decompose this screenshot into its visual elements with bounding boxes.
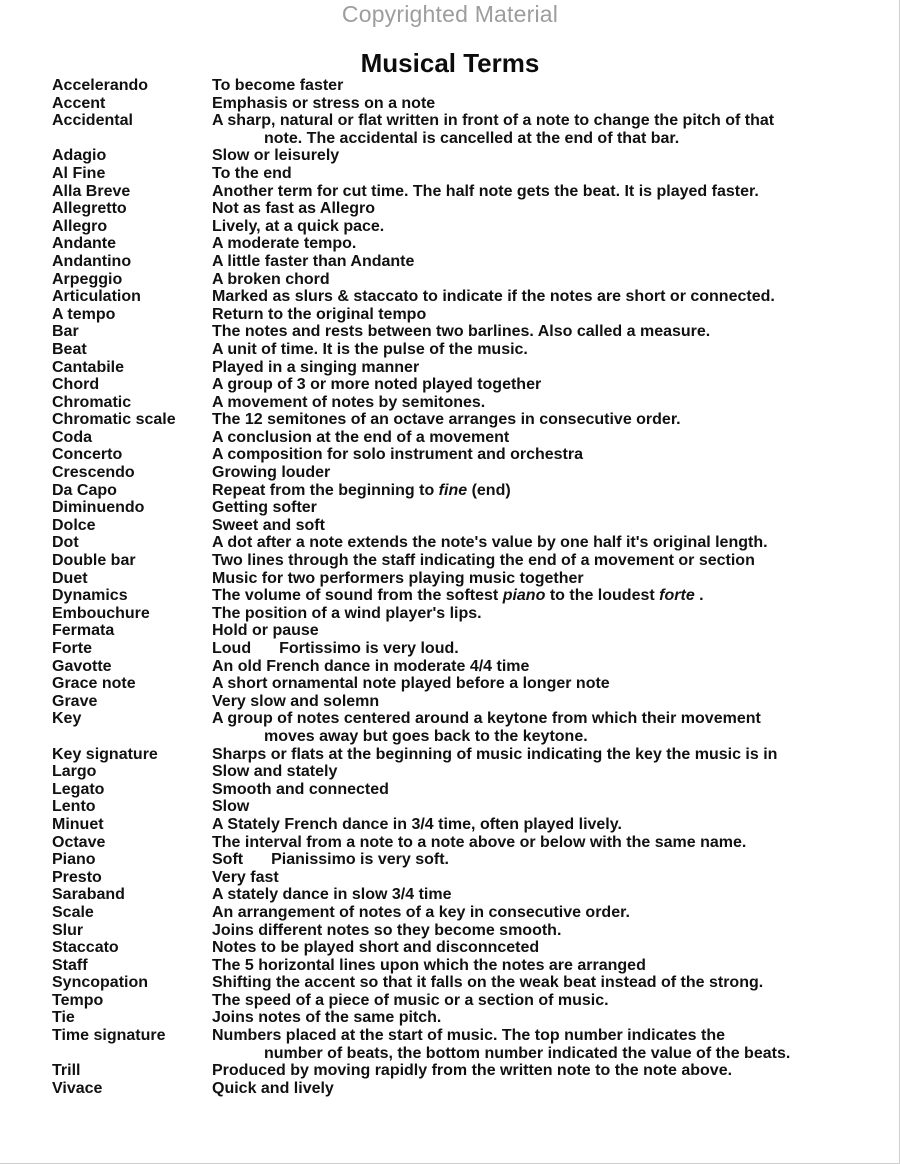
- glossary-entry: [52, 939, 852, 957]
- definition-italic-term: forte: [659, 587, 695, 605]
- glossary-definition: [212, 886, 852, 904]
- definition-text: Smooth and connected: [212, 780, 389, 798]
- glossary-term: Coda: [52, 428, 92, 446]
- glossary-term: Saraband: [52, 886, 125, 904]
- glossary-entry: [52, 1080, 852, 1098]
- glossary-entry: [52, 429, 852, 447]
- glossary-term: Octave: [52, 833, 106, 851]
- glossary-term: Chromatic scale: [52, 411, 176, 429]
- glossary-entry: [52, 271, 852, 289]
- definition-italic-term: piano: [502, 587, 546, 605]
- glossary-entry: [52, 834, 852, 852]
- glossary-definition: [212, 1062, 852, 1080]
- glossary-term: Adagio: [52, 147, 107, 165]
- glossary-term: Duet: [52, 569, 88, 587]
- definition-extra-text: Pianissimo is very soft.: [271, 851, 449, 869]
- glossary-term: Accelerando: [52, 77, 149, 94]
- glossary-definition: [212, 306, 852, 324]
- definition-text: Music for two performers playing music together: [212, 569, 584, 587]
- glossary-entry: [52, 922, 852, 940]
- definition-text: A Stately French dance in 3/4 time, often played lively.: [212, 815, 622, 833]
- glossary-entry: [52, 957, 852, 975]
- glossary-entry: [52, 640, 852, 658]
- glossary-entry: [52, 341, 852, 359]
- glossary-definition: [212, 95, 852, 113]
- definition-text: A stately dance in slow 3/4 time: [212, 886, 452, 904]
- definition-text: A little faster than Andante: [212, 252, 415, 270]
- definition-text-end: (end): [467, 481, 511, 499]
- glossary-entry: [52, 710, 852, 745]
- definition-text: Quick and lively: [212, 1079, 334, 1097]
- glossary-entry: [52, 798, 852, 816]
- definition-text: Very slow and solemn: [212, 692, 380, 710]
- copyright-watermark: Copyrighted Material: [341, 1, 559, 27]
- glossary-term: Grace note: [52, 675, 136, 693]
- definition-text: A short ornamental note played before a longer note: [212, 675, 610, 693]
- definition-text: Played in a singing manner: [212, 358, 420, 376]
- glossary-entry: [52, 446, 852, 464]
- definition-text: An arrangement of notes of a key in consecutive order.: [212, 903, 630, 921]
- glossary-definition: [212, 218, 852, 236]
- glossary-definition: [212, 816, 852, 834]
- definition-continuation: moves away but goes back to the keytone.: [264, 727, 588, 745]
- glossary-entry: [52, 499, 852, 517]
- definition-text: Not as fast as Allegro: [212, 200, 376, 218]
- glossary-entry: [52, 622, 852, 640]
- definition-text: The volume of sound from the softest: [212, 587, 499, 605]
- definition-text: A group of notes centered around a keytone from which their movement: [212, 710, 761, 728]
- definition-text: Getting softer: [212, 499, 317, 517]
- glossary-term: Diminuendo: [52, 499, 145, 517]
- glossary-list: [52, 77, 852, 1097]
- glossary-term: Gavotte: [52, 657, 112, 675]
- glossary-entry: [52, 77, 852, 95]
- definition-text: A moderate tempo.: [212, 235, 357, 253]
- glossary-term: Double bar: [52, 552, 136, 570]
- glossary-entry: [52, 1027, 852, 1062]
- glossary-entry: [52, 165, 852, 183]
- definition-text: Numbers placed at the start of music. The top number indicates the: [212, 1027, 725, 1045]
- glossary-term: Chord: [52, 376, 100, 394]
- glossary-definition: [212, 552, 852, 570]
- definition-text: A sharp, natural or flat written in front of a note to change the pitch of that: [212, 112, 775, 130]
- definition-text-end: .: [694, 587, 704, 605]
- glossary-term: Da Capo: [52, 481, 117, 499]
- glossary-term: Slur: [52, 921, 84, 939]
- glossary-entry: [52, 411, 852, 429]
- glossary-definition: [212, 1027, 852, 1062]
- glossary-term: Syncopation: [52, 974, 149, 992]
- glossary-term: A tempo: [52, 305, 116, 323]
- definition-italic-term: fine: [438, 481, 468, 499]
- glossary-definition: [212, 974, 852, 992]
- definition-text: A conclusion at the end of a movement: [212, 428, 510, 446]
- glossary-term: Andantino: [52, 252, 132, 270]
- glossary-definition: [212, 323, 852, 341]
- glossary-term: Fermata: [52, 622, 115, 640]
- glossary-entry: [52, 552, 852, 570]
- definition-text: The notes and rests between two barlines. Also called a measure.: [212, 323, 711, 341]
- glossary-entry: [52, 851, 852, 869]
- glossary-term: Beat: [52, 340, 87, 358]
- glossary-definition: [212, 341, 852, 359]
- glossary-definition: [212, 1009, 852, 1027]
- definition-text: The 12 semitones of an octave arranges in consecutive order.: [212, 411, 681, 429]
- definition-text: Shifting the accent so that it falls on the weak beat instead of the strong.: [212, 974, 764, 992]
- glossary-term: Dolce: [52, 516, 96, 534]
- glossary-definition: [212, 622, 852, 640]
- glossary-definition: [212, 534, 852, 552]
- glossary-definition: [212, 798, 852, 816]
- glossary-entry: [52, 1009, 852, 1027]
- glossary-definition: [212, 482, 852, 500]
- glossary-term: Largo: [52, 763, 97, 781]
- definition-text: Another term for cut time. The half note gets the beat. It is played faster.: [212, 182, 759, 200]
- glossary-definition: [212, 640, 852, 658]
- glossary-entry: [52, 587, 852, 605]
- definition-text: An old French dance in moderate 4/4 time: [212, 657, 530, 675]
- glossary-term: Vivace: [52, 1079, 103, 1097]
- glossary-definition: [212, 376, 852, 394]
- definition-text: Produced by moving rapidly from the written note to the note above.: [212, 1062, 733, 1080]
- definition-text: The speed of a piece of music or a section of music.: [212, 991, 609, 1009]
- glossary-entry: [52, 1062, 852, 1080]
- glossary-term: Accidental: [52, 112, 133, 130]
- definition-continuation: number of beats, the bottom number indicated the value of the beats.: [264, 1044, 791, 1062]
- glossary-definition: [212, 570, 852, 588]
- glossary-definition: [212, 499, 852, 517]
- definition-text: A composition for solo instrument and orchestra: [212, 446, 583, 464]
- definition-text: Slow or leisurely: [212, 147, 340, 165]
- glossary-definition: [212, 992, 852, 1010]
- glossary-definition: [212, 200, 852, 218]
- glossary-entry: [52, 183, 852, 201]
- definition-extra-text: Fortissimo is very loud.: [279, 640, 459, 657]
- glossary-definition: [212, 147, 852, 165]
- glossary-term: Allegro: [52, 217, 108, 235]
- definition-text: To the end: [212, 164, 292, 182]
- definition-text: Repeat from the beginning to: [212, 481, 435, 499]
- glossary-definition: [212, 904, 852, 922]
- glossary-term: Minuet: [52, 815, 104, 833]
- glossary-entry: [52, 200, 852, 218]
- glossary-term: Key signature: [52, 745, 158, 763]
- glossary-entry: [52, 992, 852, 1010]
- glossary-entry: [52, 323, 852, 341]
- glossary-entry: [52, 658, 852, 676]
- glossary-entry: [52, 288, 852, 306]
- glossary-entry: [52, 886, 852, 904]
- glossary-term: Dynamics: [52, 587, 128, 605]
- glossary-definition: [212, 359, 852, 377]
- glossary-definition: [212, 957, 852, 975]
- glossary-entry: [52, 95, 852, 113]
- glossary-definition: [212, 605, 852, 623]
- glossary-term: Presto: [52, 868, 102, 886]
- glossary-definition: [212, 77, 852, 95]
- glossary-definition: [212, 271, 852, 289]
- glossary-term: Forte: [52, 640, 92, 657]
- glossary-definition: [212, 869, 852, 887]
- glossary-entry: [52, 112, 852, 147]
- glossary-term: Andante: [52, 235, 116, 253]
- definition-text: A movement of notes by semitones.: [212, 393, 486, 411]
- glossary-entry: [52, 218, 852, 236]
- definition-text: Slow: [212, 798, 250, 816]
- glossary-term: Staccato: [52, 939, 119, 957]
- glossary-term: Scale: [52, 903, 94, 921]
- definition-text-middle: to the loudest: [549, 587, 655, 605]
- glossary-term: Embouchure: [52, 604, 150, 622]
- definition-text: The interval from a note to a note above or below with the same name.: [212, 833, 747, 851]
- definition-text: The 5 horizontal lines upon which the notes are arranged: [212, 956, 646, 974]
- glossary-term: Cantabile: [52, 358, 125, 376]
- glossary-definition: [212, 675, 852, 693]
- glossary-entry: [52, 746, 852, 764]
- definition-text: Growing louder: [212, 464, 331, 482]
- glossary-entry: [52, 904, 852, 922]
- glossary-definition: [212, 922, 852, 940]
- definition-text: A dot after a note extends the note's value by one half it's original length.: [212, 534, 768, 552]
- glossary-definition: [212, 939, 852, 957]
- glossary-term: Time signature: [52, 1027, 166, 1045]
- definition-text: Two lines through the staff indicating the end of a movement or section: [212, 552, 755, 570]
- glossary-entry: [52, 781, 852, 799]
- glossary-entry: [52, 376, 852, 394]
- page-title: Musical Terms: [360, 48, 540, 78]
- definition-text: Marked as slurs & staccato to indicate if the notes are short or connected.: [212, 288, 775, 306]
- glossary-term: Trill: [52, 1062, 81, 1080]
- glossary-definition: [212, 112, 852, 147]
- glossary-term: Crescendo: [52, 464, 135, 482]
- glossary-definition: [212, 235, 852, 253]
- glossary-entry: [52, 517, 852, 535]
- glossary-entry: [52, 675, 852, 693]
- glossary-definition: [212, 183, 852, 201]
- definition-text: To become faster: [212, 77, 344, 94]
- glossary-entry: [52, 763, 852, 781]
- definition-text: A unit of time. It is the pulse of the music.: [212, 340, 528, 358]
- glossary-entry: [52, 464, 852, 482]
- glossary-definition: [212, 165, 852, 183]
- glossary-entry: [52, 816, 852, 834]
- glossary-definition: [212, 411, 852, 429]
- glossary-definition: [212, 288, 852, 306]
- glossary-definition: [212, 710, 852, 745]
- definition-text: Loud: [212, 640, 252, 657]
- glossary-definition: [212, 394, 852, 412]
- definition-text: Soft: [212, 851, 244, 869]
- glossary-term: Piano: [52, 851, 96, 869]
- glossary-entry: [52, 235, 852, 253]
- glossary-term: Chromatic: [52, 393, 132, 411]
- glossary-definition: [212, 253, 852, 271]
- definition-text: Return to the original tempo: [212, 305, 427, 323]
- glossary-entry: [52, 306, 852, 324]
- glossary-entry: [52, 570, 852, 588]
- glossary-definition: [212, 693, 852, 711]
- glossary-entry: [52, 359, 852, 377]
- definition-text: Joins notes of the same pitch.: [212, 1009, 442, 1027]
- definition-text: Notes to be played short and disconnceted: [212, 939, 540, 957]
- glossary-term: Arpeggio: [52, 270, 123, 288]
- glossary-entry: [52, 482, 852, 500]
- glossary-definition: [212, 1080, 852, 1098]
- definition-text: Lively, at a quick pace.: [212, 217, 385, 235]
- glossary-definition: [212, 446, 852, 464]
- glossary-term: Concerto: [52, 446, 123, 464]
- glossary-definition: [212, 517, 852, 535]
- glossary-term: Dot: [52, 534, 79, 552]
- glossary-term: Al Fine: [52, 164, 106, 182]
- glossary-term: Bar: [52, 323, 79, 341]
- glossary-term: Legato: [52, 780, 105, 798]
- glossary-entry: [52, 974, 852, 992]
- definition-text: A broken chord: [212, 270, 330, 288]
- glossary-term: Tempo: [52, 991, 104, 1009]
- glossary-definition: [212, 763, 852, 781]
- glossary-definition: [212, 834, 852, 852]
- glossary-term: Accent: [52, 94, 106, 112]
- glossary-term: Lento: [52, 798, 96, 816]
- glossary-entry: [52, 147, 852, 165]
- glossary-term: Staff: [52, 956, 88, 974]
- glossary-term: Allegretto: [52, 200, 127, 218]
- glossary-term: Alla Breve: [52, 182, 131, 200]
- glossary-definition: [212, 781, 852, 799]
- glossary-term: Grave: [52, 692, 98, 710]
- glossary-entry: [52, 394, 852, 412]
- glossary-definition: [212, 587, 852, 605]
- definition-text: Sweet and soft: [212, 516, 325, 534]
- glossary-entry: [52, 534, 852, 552]
- glossary-term: Articulation: [52, 288, 141, 306]
- definition-text: Joins different notes so they become smooth.: [212, 921, 562, 939]
- glossary-definition: [212, 658, 852, 676]
- glossary-definition: [212, 746, 852, 764]
- glossary-entry: [52, 693, 852, 711]
- definition-continuation: note. The accidental is cancelled at the end of that bar.: [264, 129, 680, 147]
- glossary-entry: [52, 605, 852, 623]
- glossary-term: Tie: [52, 1009, 75, 1027]
- glossary-definition: [212, 464, 852, 482]
- definition-text: A group of 3 or more noted played together: [212, 376, 542, 394]
- glossary-entry: [52, 869, 852, 887]
- definition-text: Hold or pause: [212, 622, 319, 640]
- definition-text: Very fast: [212, 868, 279, 886]
- definition-text: The position of a wind player's lips.: [212, 604, 482, 622]
- glossary-term: Key: [52, 710, 82, 728]
- glossary-entry: [52, 253, 852, 271]
- definition-text: Emphasis or stress on a note: [212, 94, 436, 112]
- glossary-definition: [212, 851, 852, 869]
- definition-text: Sharps or flats at the beginning of music indicating the key the music is in: [212, 745, 778, 763]
- glossary-definition: [212, 429, 852, 447]
- definition-text: Slow and stately: [212, 763, 338, 781]
